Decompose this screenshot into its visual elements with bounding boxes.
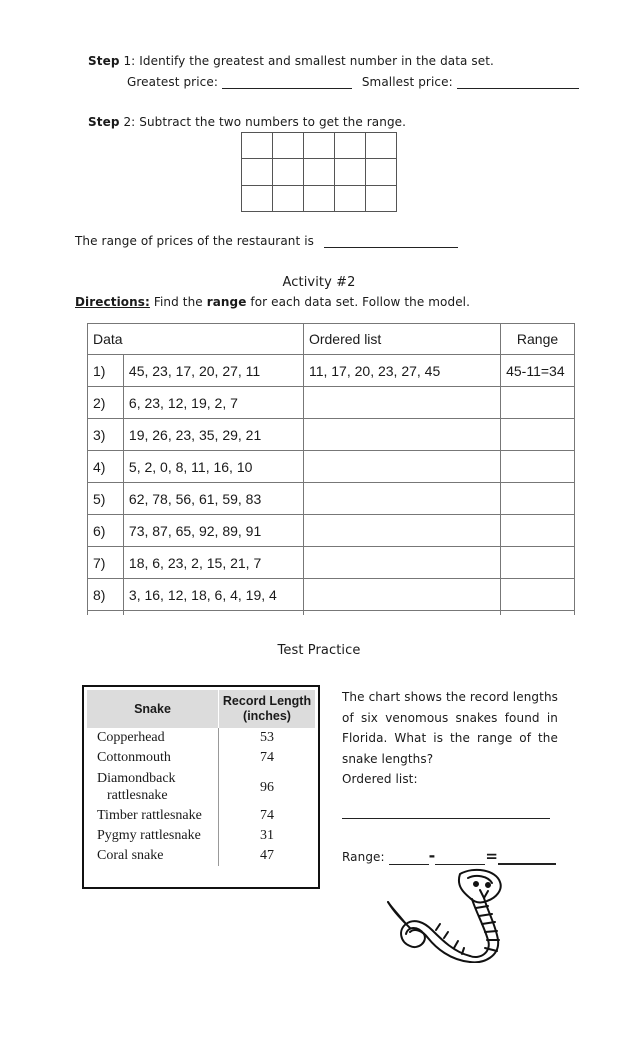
table-row [88, 547, 575, 579]
row-ordered[interactable] [303, 579, 500, 611]
table-row [87, 846, 315, 866]
snake-length: 47 [260, 848, 274, 863]
step1-text: Identify the greatest and smallest number in the data set. [139, 54, 494, 68]
table-row [88, 515, 575, 547]
step1-number: 1: [123, 54, 136, 68]
table-stub-row [88, 611, 575, 616]
row-number: 6) [88, 515, 124, 547]
ordered-list-blank[interactable] [342, 818, 550, 819]
snake-table-header [87, 690, 315, 728]
stub-cell [88, 611, 124, 616]
row-data: 62, 78, 56, 61, 59, 83 [123, 483, 303, 515]
step1-label: Step [88, 54, 120, 68]
row-data: 73, 87, 65, 92, 89, 91 [123, 515, 303, 547]
row-number: 7) [88, 547, 124, 579]
grid-cell[interactable] [335, 159, 366, 185]
row-data: 3, 16, 12, 18, 6, 4, 19, 4 [123, 579, 303, 611]
stub-cell [501, 611, 575, 616]
range-blank-3[interactable] [498, 863, 556, 865]
question-line: The chart shows the record lengths [342, 690, 558, 704]
row-range: 45-11=34 [501, 355, 575, 387]
range-blank-2[interactable] [435, 864, 485, 865]
snake-question [342, 687, 558, 790]
range-sentence: The range of prices of the restaurant is [75, 234, 315, 248]
snake-length-chart [82, 685, 320, 889]
greatest-price-row [127, 75, 579, 89]
row-ordered: 11, 17, 20, 23, 27, 45 [303, 355, 500, 387]
row-range[interactable] [501, 419, 575, 451]
table-row [88, 483, 575, 515]
grid-cell[interactable] [304, 133, 335, 159]
snake-name-line2: rattlesnake [107, 788, 168, 803]
directions-post: for each data set. Follow the model. [250, 295, 471, 309]
smallest-price-label: Smallest price: [361, 75, 453, 89]
step1-instruction [88, 54, 494, 68]
header-snake: Snake [87, 690, 219, 728]
row-number: 1) [88, 355, 124, 387]
snake-name [87, 768, 219, 806]
directions-pre: Find the [153, 295, 203, 309]
table-header-row [88, 324, 575, 355]
snake-length: 96 [260, 779, 274, 795]
table-row [88, 451, 575, 483]
row-range[interactable] [501, 451, 575, 483]
header-length-line1: Record Length [222, 694, 312, 708]
equals-sign: = [485, 847, 499, 865]
range-equation [342, 846, 556, 865]
header-record-length [219, 690, 316, 728]
table-row [88, 419, 575, 451]
test-practice-title: Test Practice [277, 643, 361, 658]
ordered-list-label: Ordered list: [342, 772, 418, 786]
grid-cell[interactable] [304, 185, 335, 211]
table-row [88, 579, 575, 611]
row-data: 45, 23, 17, 20, 27, 11 [123, 355, 303, 387]
table-row [87, 768, 315, 806]
snake-length: 74 [260, 808, 274, 823]
step2-number: 2: [123, 115, 136, 129]
row-range[interactable] [501, 515, 575, 547]
grid-cell[interactable] [366, 133, 397, 159]
cobra-illustration-icon [384, 868, 514, 963]
header-data: Data [88, 324, 304, 355]
activity-title: Activity #2 [282, 275, 356, 290]
row-ordered[interactable] [303, 483, 500, 515]
row-number: 2) [88, 387, 124, 419]
grid-cell[interactable] [335, 185, 366, 211]
step2-label: Step [88, 115, 120, 129]
row-ordered[interactable] [303, 419, 500, 451]
grid-cell[interactable] [273, 133, 304, 159]
range-answer-blank[interactable] [324, 247, 458, 248]
minus-sign: - [428, 846, 436, 865]
row-ordered[interactable] [303, 387, 500, 419]
grid-cell[interactable] [304, 159, 335, 185]
step2-text: Subtract the two numbers to get the range. [139, 115, 407, 129]
row-data: 6, 23, 12, 19, 2, 7 [123, 387, 303, 419]
grid-cell[interactable] [273, 159, 304, 185]
grid-cell[interactable] [366, 185, 397, 211]
snake-name: Coral snake [87, 846, 219, 866]
header-length-line2: (inches) [243, 709, 291, 723]
grid-cell[interactable] [242, 133, 273, 159]
row-data: 18, 6, 23, 2, 15, 21, 7 [123, 547, 303, 579]
snake-length: 31 [260, 828, 274, 843]
directions-bold: range [206, 295, 247, 309]
table-row [87, 728, 315, 748]
greatest-price-label: Greatest price: [127, 75, 218, 89]
snake-length: 53 [260, 730, 274, 745]
question-line: snake lengths? [342, 751, 434, 766]
directions [75, 295, 470, 309]
stub-cell [123, 611, 303, 616]
snake-name: Cottonmouth [87, 748, 219, 768]
table-row [87, 748, 315, 768]
snake-name: Pygmy rattlesnake [87, 826, 219, 846]
question-line: of six venomous snakes found in [342, 710, 558, 725]
range-activity-table [87, 323, 575, 615]
snake-table [87, 690, 315, 866]
grid-cell[interactable] [366, 159, 397, 185]
row-range[interactable] [501, 579, 575, 611]
smallest-price-blank[interactable] [457, 88, 579, 89]
snake-name-line1: Diamondback [97, 771, 176, 786]
header-range: Range [501, 324, 575, 355]
row-range[interactable] [501, 483, 575, 515]
row-data: 5, 2, 0, 8, 11, 16, 10 [123, 451, 303, 483]
range-blank-1[interactable] [389, 864, 429, 865]
range-label: Range: [342, 850, 385, 864]
row-ordered[interactable] [303, 515, 500, 547]
row-range[interactable] [501, 387, 575, 419]
greatest-price-blank[interactable] [222, 88, 352, 89]
row-ordered[interactable] [303, 451, 500, 483]
row-ordered[interactable] [303, 547, 500, 579]
snake-name: Timber rattlesnake [87, 806, 219, 826]
row-range[interactable] [501, 547, 575, 579]
table-row [87, 826, 315, 846]
grid-cell[interactable] [273, 185, 304, 211]
stub-cell [303, 611, 500, 616]
snake-length: 74 [260, 750, 274, 765]
grid-cell[interactable] [242, 159, 273, 185]
row-number: 5) [88, 483, 124, 515]
table-row [87, 806, 315, 826]
header-ordered-list: Ordered list [303, 324, 500, 355]
snake-name: Copperhead [87, 728, 219, 748]
grid-cell[interactable] [335, 133, 366, 159]
grid-cell[interactable] [242, 185, 273, 211]
question-line: Florida. What is the range of the [342, 731, 558, 745]
table-row [88, 355, 575, 387]
subtraction-work-grid [241, 132, 397, 212]
step2-instruction [88, 115, 406, 129]
row-data: 19, 26, 23, 35, 29, 21 [123, 419, 303, 451]
table-row [88, 387, 575, 419]
row-number: 4) [88, 451, 124, 483]
row-number: 3) [88, 419, 124, 451]
directions-label: Directions: [75, 295, 150, 309]
range-sentence-row [75, 234, 458, 248]
row-number: 8) [88, 579, 124, 611]
